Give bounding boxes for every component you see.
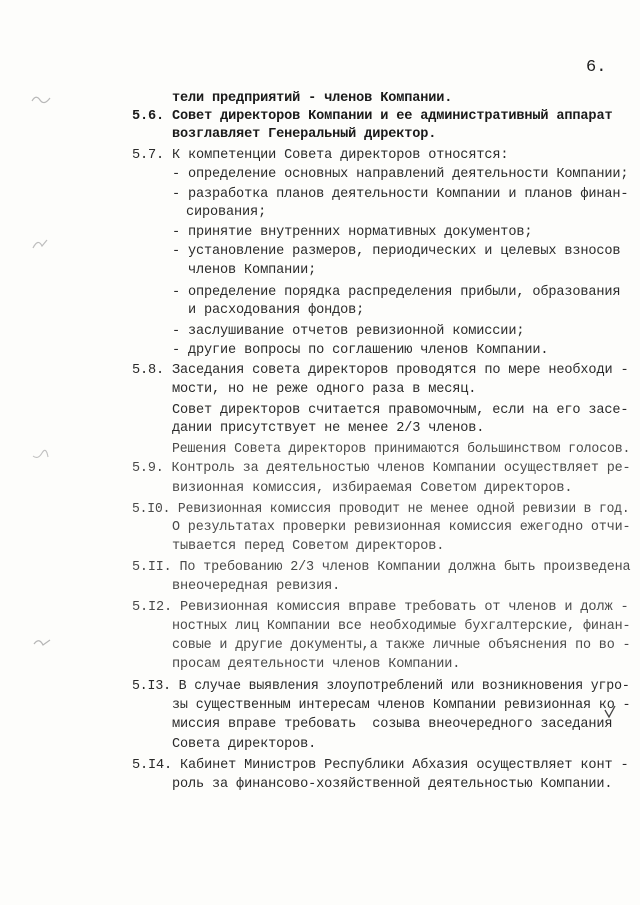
list-item: - заслушивание отчетов ревизионной комиссии; bbox=[172, 324, 525, 339]
margin-smudge-4 bbox=[32, 634, 52, 650]
text-line: 5.II. По требованию 2/3 членов Компании должна быть произведена bbox=[132, 560, 631, 575]
text-line: 5.I3. В случае выявления злоупотреблений или возникновения угро- bbox=[132, 679, 630, 694]
text-line: 5.6. Совет директоров Компании и ее административный аппарат bbox=[132, 109, 613, 124]
list-item: - определение основных направлений деятельности Компании; bbox=[172, 167, 629, 182]
text-line: просам деятельности членов Компании. bbox=[172, 657, 461, 672]
text-line: 5.7. К компетенции Совета директоров относятся: bbox=[132, 148, 509, 163]
text-line: зы существенным интересам членов Компании ревизионная ко - bbox=[172, 698, 631, 713]
list-item: - определение порядка распределения прибыли, образования bbox=[172, 285, 621, 300]
text-line: О результатах проверки ревизионная комиссия ежегодно отчи- bbox=[172, 520, 631, 535]
text-line: ностных лиц Компании все необходимые бухгалтерские, финан- bbox=[172, 619, 631, 634]
text-line: роль за финансово-хозяйственной деятельностью Компании. bbox=[172, 777, 613, 792]
text-line: членов Компании; bbox=[188, 263, 317, 278]
text-line: совые и другие документы,а также личные объяснения по во - bbox=[172, 638, 631, 653]
list-item: - другие вопросы по соглашению членов Компании. bbox=[172, 343, 549, 358]
text-line: 5.I2. Ревизионная комиссия вправе требовать от членов и долж - bbox=[132, 600, 629, 615]
text-line: и расходования фондов; bbox=[188, 303, 365, 318]
text-line: внеочередная ревизия. bbox=[172, 579, 341, 594]
text-line: сирования; bbox=[186, 205, 267, 220]
list-item: - принятие внутренних нормативных документов; bbox=[172, 225, 533, 240]
text-line: мости, но не реже одного раза в месяц. bbox=[172, 382, 477, 397]
text-line: возглавляет Генеральный директор. bbox=[172, 127, 437, 142]
margin-smudge-1 bbox=[30, 92, 52, 106]
text-line: дании присутствует не менее 2/3 членов. bbox=[172, 421, 485, 436]
text-line: Решения Совета директоров принимаются большинством голосов. bbox=[172, 442, 631, 457]
text-line: 5.9. Контроль за деятельностью членов Компании осуществляет ре- bbox=[132, 461, 631, 476]
margin-smudge-2 bbox=[30, 236, 50, 252]
text-line: 5.I4. Кабинет Министров Республики Абхазия осуществляет конт - bbox=[132, 758, 629, 773]
text-line: миссия вправе требовать созыва внеочередного заседания bbox=[172, 717, 613, 732]
margin-smudge-3 bbox=[30, 448, 50, 462]
list-item: - установление размеров, периодических и целевых взносов bbox=[172, 244, 621, 259]
list-item: - разработка планов деятельности Компании и планов финан- bbox=[172, 187, 629, 202]
text-line: визионная комиссия, избираемая Советом директоров. bbox=[172, 481, 573, 496]
text-line: 5.8. Заседания совета директоров проводятся по мере необходи - bbox=[132, 363, 629, 378]
text-line: 5.I0. Ревизионная комиссия проводит не менее одной ревизии в год. bbox=[132, 502, 630, 517]
text-line: Совет директоров считается правомочным, если на его засе- bbox=[172, 403, 629, 418]
text-line: Совета директоров. bbox=[172, 737, 317, 752]
text-line: тели предприятий - членов Компании. bbox=[172, 91, 453, 106]
text-line: тывается перед Советом директоров. bbox=[172, 539, 445, 554]
page-number: 6. bbox=[586, 58, 607, 77]
